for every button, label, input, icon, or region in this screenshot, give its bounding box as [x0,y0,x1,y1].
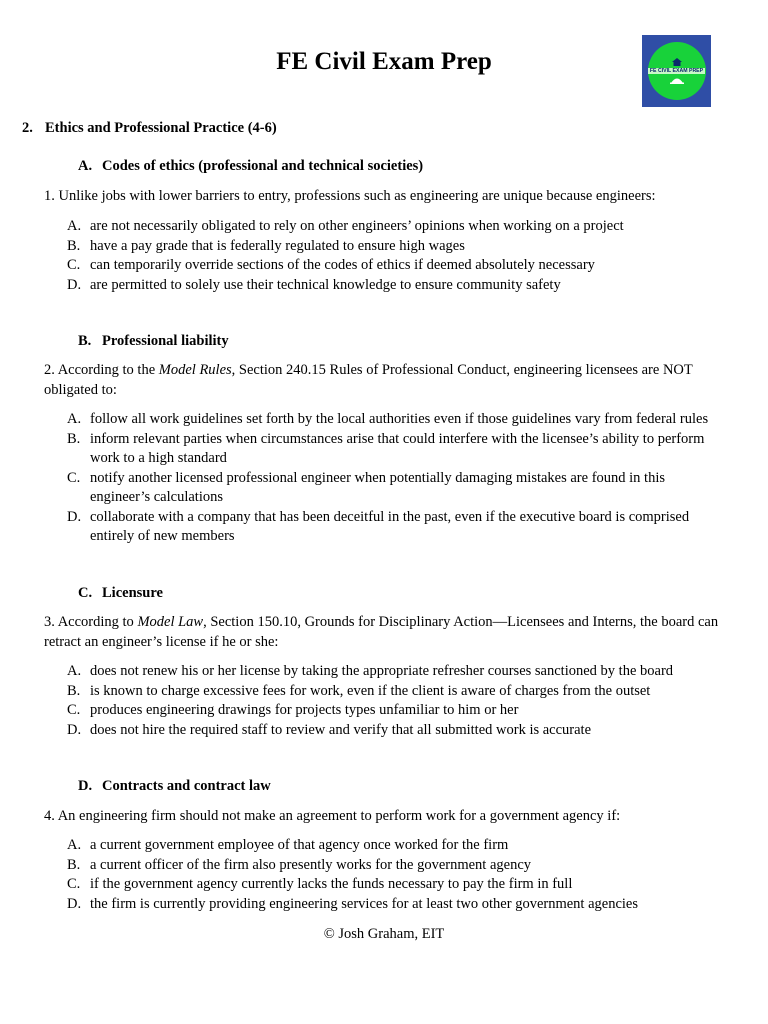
section-title: Ethics and Professional Practice (4-6) [45,120,277,136]
answer-option [67,662,727,682]
subsection-heading [78,157,423,175]
section-number: 2. [22,120,33,136]
option-letter: C. [67,876,81,892]
subsection-title: Licensure [102,585,163,601]
option-text: are permitted to solely use their technical knowledge to ensure community safety [90,276,561,293]
brand-logo [642,35,711,107]
option-text: does not hire the required staff to review and verify that all submitted work is accurate [90,721,592,738]
page-title: FE Civil Exam Prep [276,48,492,75]
subsection-letter: D. [78,778,93,794]
logo-badge [648,42,706,100]
question-text [44,613,734,652]
question-italic: Model Rules [158,362,232,378]
subsection-letter: B. [78,333,92,349]
option-letter: B. [67,682,81,699]
option-letter: A. [67,411,82,427]
option-text: is known to charge excessive fees for work, even if the client is aware of charges from the outset [90,682,651,699]
answer-options [67,662,727,740]
subsection-letter: C. [78,585,93,601]
answer-option [67,469,727,508]
option-text: if the government agency currently lacks the funds necessary to pay the firm in full [90,876,573,892]
option-letter: B. [67,430,81,447]
question-text [44,187,734,207]
answer-option [67,875,727,895]
subsection-letter: A. [78,158,93,174]
option-text: does not renew his or her license by taking the appropriate refresher courses sanctioned by the board [90,663,674,679]
answer-option [67,508,727,547]
option-text: follow all work guidelines set forth by the local authorities even if those guidelines vary from federal rules [90,411,709,427]
option-letter: D. [67,895,82,912]
question-text [44,361,734,400]
option-text: a current officer of the firm also presently works for the government agency [90,856,532,873]
option-text: produces engineering drawings for projects types unfamiliar to him or her [90,702,519,718]
option-letter: C. [67,702,81,718]
answer-option [67,410,727,430]
question-suffix: , Section 150.10, Grounds for Disciplinary Action—Licensees and Interns, the board can retract an engineer’s license if he or she: [44,614,719,650]
option-letter: D. [67,721,82,738]
option-text: collaborate with a company that has been deceitful in the past, even if the executive board is comprised entirely of new members [90,508,690,544]
option-text: are not necessarily obligated to rely on other engineers’ opinions when working on a project [90,218,624,234]
question-italic: Model Law [137,614,204,630]
option-letter: A. [67,663,82,679]
option-letter: A. [67,837,82,853]
subsection-title: Codes of ethics (professional and technical societies) [102,158,424,174]
question-prefix: 1. Unlike jobs with lower barriers to entry, professions such as engineering are unique because engineers: [44,188,656,204]
subsection-title: Contracts and contract law [102,778,271,794]
logo-text: FE CIVIL EXAM PREP [649,68,704,74]
option-letter: D. [67,276,82,293]
answer-option [67,276,727,296]
answer-option [67,430,727,469]
answer-option [67,836,727,856]
question-suffix: , Section 240.15 Rules of Professional Conduct, engineering licensees are NOT obligated to: [44,362,693,398]
answer-options [67,410,727,547]
subsection-heading [78,777,271,795]
hardhat-icon [670,76,684,84]
answer-options [67,217,727,295]
option-text: can temporarily override sections of the codes of ethics if deemed absolutely necessary [90,257,595,273]
subsection-heading [78,584,163,602]
option-letter: C. [67,257,81,273]
option-letter: B. [67,856,81,873]
answer-option [67,856,727,876]
option-text: the firm is currently providing engineering services for at least two other government agencies [90,895,638,912]
question-prefix: 3. According to [44,614,138,630]
option-text: have a pay grade that is federally regulated to ensure high wages [90,237,465,254]
option-letter: B. [67,237,81,254]
house-icon [672,58,682,66]
answer-option [67,256,727,276]
question-text [44,807,734,827]
option-text: a current government employee of that agency once worked for the firm [90,837,509,853]
question-prefix: 4. An engineering firm should not make an agreement to perform work for a government agency if: [44,808,621,824]
option-letter: C. [67,469,81,486]
answer-option [67,721,727,741]
option-text: notify another licensed professional engineer when potentially damaging mistakes are found in this engineer’s calculations [90,469,666,505]
option-letter: D. [67,508,82,525]
question-prefix: 2. According to the [44,362,159,378]
copyright-footer: © Josh Graham, EIT [323,926,445,942]
subsection-heading [78,332,229,350]
answer-option [67,682,727,702]
section-heading [22,119,277,137]
answer-options [67,836,727,914]
option-text: inform relevant parties when circumstances arise that could interfere with the licensee’s ability to perform work to a high standard [90,430,705,466]
answer-option [67,217,727,237]
answer-option [67,895,727,915]
answer-option [67,237,727,257]
subsection-title: Professional liability [102,333,229,349]
option-letter: A. [67,218,82,234]
answer-option [67,701,727,721]
